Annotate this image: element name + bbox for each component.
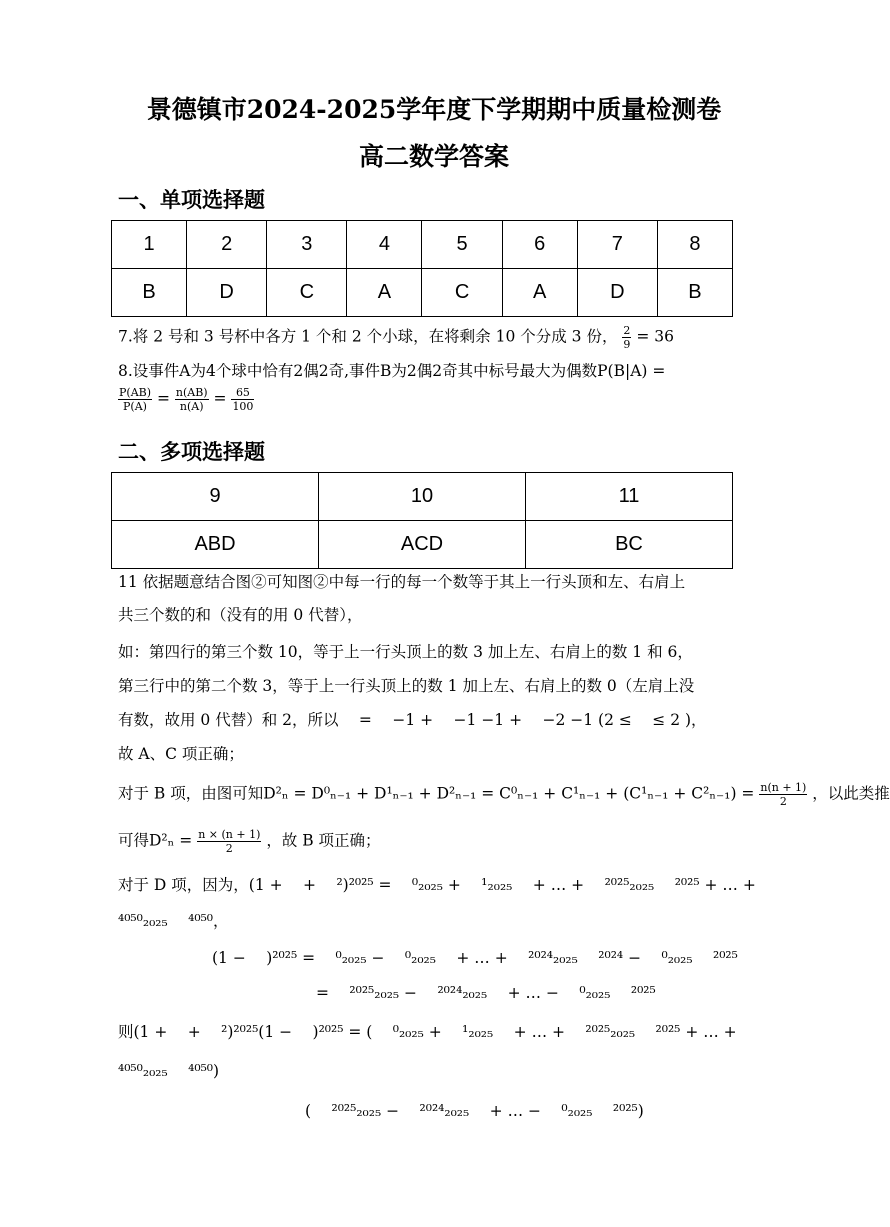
q11-line-6: 故 A、C 项正确； bbox=[118, 745, 244, 763]
question-number: 5 bbox=[422, 221, 502, 269]
q11-line-8: 可得D²ₙ = $\frac{n \times (n + 1)}{2}$ ，故 B 项正确； bbox=[118, 828, 381, 855]
answer-cell: A bbox=[347, 269, 422, 317]
q11-line-7: 对于 B 项，由图可知D²ₙ = D⁰ₙ₋₁ + D¹ₙ₋₁ + D²ₙ₋₁ = C⁰ₙ₋₁ + C¹ₙ₋₁ + (C¹ₙ₋₁ + C²ₙ₋₁) = $\frac{n(n + 1)}{2}$ ，以此类推 bbox=[118, 781, 890, 808]
answer-cell: B bbox=[112, 269, 187, 317]
question-number: 8 bbox=[657, 221, 732, 269]
answer-cell: B bbox=[657, 269, 732, 317]
note-7-text: 7.将 2 号和 3 号杯中各方 1 个和 2 个小球，在将剩余 10 个分成 3 份， bbox=[118, 327, 618, 346]
table-row-answers bbox=[112, 269, 733, 317]
section-heading-single-choice: 一、单项选择题 bbox=[118, 187, 265, 212]
question-number: 3 bbox=[267, 221, 347, 269]
question-number: 9 bbox=[112, 473, 319, 521]
fraction: $\frac{n(AB)}{n(A)}$ bbox=[175, 386, 208, 413]
answer-cell: A bbox=[502, 269, 577, 317]
q11-line-13: 则(1 + + ²)²⁰²⁵(1 − )²⁰²⁵ = ( ⁰₂₀₂₅ + ¹₂₀₂₅ + … + ²⁰²⁵₂₀₂₅ ²⁰²⁵ + … + bbox=[118, 1023, 737, 1041]
note-question-8-line-1: 8.设事件A为4个球中恰有2偶2奇,事件B为2偶2奇其中标号最大为偶数P(B|A) = bbox=[118, 362, 666, 380]
fraction: $\frac{2}{9}$ bbox=[623, 324, 631, 351]
note-question-8-line-2: $\frac{P(AB)}{P(A)}$ = $\frac{n(AB)}{n(A)}$ = $\frac{65}{100}$ bbox=[119, 386, 254, 413]
question-number: 7 bbox=[577, 221, 657, 269]
fraction: $\frac{65}{100}$ bbox=[232, 386, 254, 413]
q11-line-11: (1 − )²⁰²⁵ = ⁰₂₀₂₅ − ⁰₂₀₂₅ + … + ²⁰²⁴₂₀₂₅ ²⁰²⁴ − ⁰₂₀₂₅ ²⁰²⁵ bbox=[212, 949, 738, 967]
answer-cell: ABD bbox=[112, 521, 319, 569]
question-number: 2 bbox=[187, 221, 267, 269]
q11-line-14: ⁴⁰⁵⁰₂₀₂₅ ⁴⁰⁵⁰) bbox=[118, 1062, 220, 1080]
note-7-result: = 36 bbox=[636, 327, 674, 346]
question-number: 1 bbox=[112, 221, 187, 269]
section-heading-multiple-choice: 二、多项选择题 bbox=[118, 439, 265, 464]
answer-cell: D bbox=[187, 269, 267, 317]
fraction: $\frac{n \times (n + 1)}{2}$ bbox=[198, 828, 261, 855]
answer-cell: D bbox=[577, 269, 657, 317]
answer-cell: C bbox=[422, 269, 502, 317]
fraction: $\frac{P(AB)}{P(A)}$ bbox=[119, 386, 152, 413]
q11-line-10: ⁴⁰⁵⁰₂₀₂₅ ⁴⁰⁵⁰， bbox=[118, 912, 229, 930]
answer-cell: C bbox=[267, 269, 347, 317]
q11-line-5: 有数，故用 0 代替）和 2，所以 = −1 + −1 −1 + −2 −1 (2 ≤ ≤ 2 )， bbox=[118, 711, 707, 729]
title-line-1: 景德镇市2024-2025学年度下学期期中质量检测卷 bbox=[146, 95, 722, 124]
table-row-numbers bbox=[112, 473, 733, 521]
q11-line-12: = ²⁰²⁵₂₀₂₅ − ²⁰²⁴₂₀₂₅ + … − ⁰₂₀₂₅ ²⁰²⁵ bbox=[316, 984, 656, 1002]
table-row-numbers bbox=[112, 221, 733, 269]
q11-line-9: 对于 D 项，因为，(1 + + ²)²⁰²⁵ = ⁰₂₀₂₅ + ¹₂₀₂₅ + … + ²⁰²⁵₂₀₂₅ ²⁰²⁵ + … + bbox=[118, 876, 756, 894]
fraction: $\frac{n(n + 1)}{2}$ bbox=[760, 781, 807, 808]
q11-line-15: ( ²⁰²⁵₂₀₂₅ − ²⁰²⁴₂₀₂₅ + … − ⁰₂₀₂₅ ²⁰²⁵) bbox=[305, 1102, 644, 1120]
question-number: 4 bbox=[347, 221, 422, 269]
q11-line-3: 如：第四行的第三个数 10，等于上一行头顶上的数 3 加上左、右肩上的数 1 和 6， bbox=[118, 643, 693, 661]
question-number: 11 bbox=[526, 473, 733, 521]
note-question-7 bbox=[118, 324, 674, 351]
table-row-answers bbox=[112, 521, 733, 569]
title-line-2: 高二数学答案 bbox=[358, 142, 509, 171]
answer-cell: ACD bbox=[319, 521, 526, 569]
answer-cell: BC bbox=[526, 521, 733, 569]
q11-line-1: 11 依据题意结合图②可知图②中每一行的每一个数等于其上一行头顶和左、右肩上 bbox=[118, 573, 686, 591]
single-choice-answer-table bbox=[111, 220, 733, 317]
q11-line-2: 共三个数的和（没有的用 0 代替）， bbox=[118, 606, 363, 624]
multiple-choice-answer-table bbox=[111, 472, 733, 569]
question-number: 6 bbox=[502, 221, 577, 269]
q11-line-4: 第三行中的第二个数 3，等于上一行头顶上的数 1 加上左、右肩上的数 0（左肩上没 bbox=[118, 677, 695, 695]
question-number: 10 bbox=[319, 473, 526, 521]
